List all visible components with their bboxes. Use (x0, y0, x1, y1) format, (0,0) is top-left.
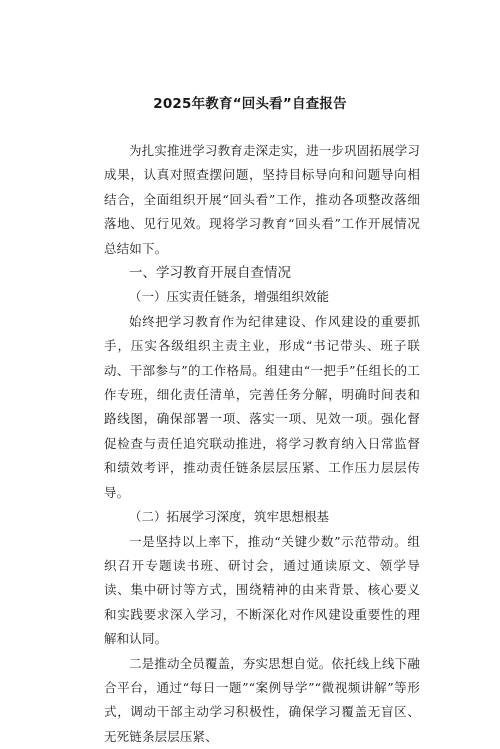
subsection-2-paragraph-2: 二是推动全员覆盖，夯实思想自觉。依托线上线下融合平台，通过“每日一题”“案例导学”“微视频讲解”等形式，调动干部主动学习积极性，确保学习覆盖无盲区、无死链条层层压紧、 (104, 655, 420, 744)
intro-paragraph: 为扎实推进学习教育走深走实，进一步巩固拓展学习成果，认真对照查摆问题，坚持目标导向和问题导向相结合，全面组织开展“回头看”工作，推动各项整改落细落地、见行见效。现将学习教育“回头看”工作开展情况总结如下。 (104, 143, 420, 256)
subsection-2-paragraph-1: 一是坚持以上率下，推动“关键少数”示范带动。组织召开专题读书班、研讨会，通过通读原文、领学导读、集中研讨等方式，围绕精神的由来背景、核心要义和实践要求深入学习，不断深化对作风建设重要性的理解和认同。 (104, 533, 420, 647)
subsection-heading-2: （二）拓展学习深度，筑牢思想根基 (129, 509, 330, 525)
subsection-heading-1: （一）压实责任链条，增强组织效能 (129, 289, 330, 305)
subsection-1-paragraph: 始终把学习教育作为纪律建设、作风建设的重要抓手，压实各级组织主责主业，形成“书记带头、班子联动、干部参与”的工作格局。组建由“一把手”任组长的工作专班，细化责任清单，完善任务分解，明确时间表和路线图，确保部署一项、落实一项、见效一项。强化督促检查与责任追究联动推进，将学习教育纳入日常监督和绩效考评，推动责任链条层层压紧、工作压力层层传导。 (104, 313, 420, 500)
document-body (104, 139, 420, 749)
document-title: 2025年教育“回头看”自查报告 (153, 96, 347, 112)
section-heading-1: 一、学习教育开展自查情况 (129, 265, 291, 282)
